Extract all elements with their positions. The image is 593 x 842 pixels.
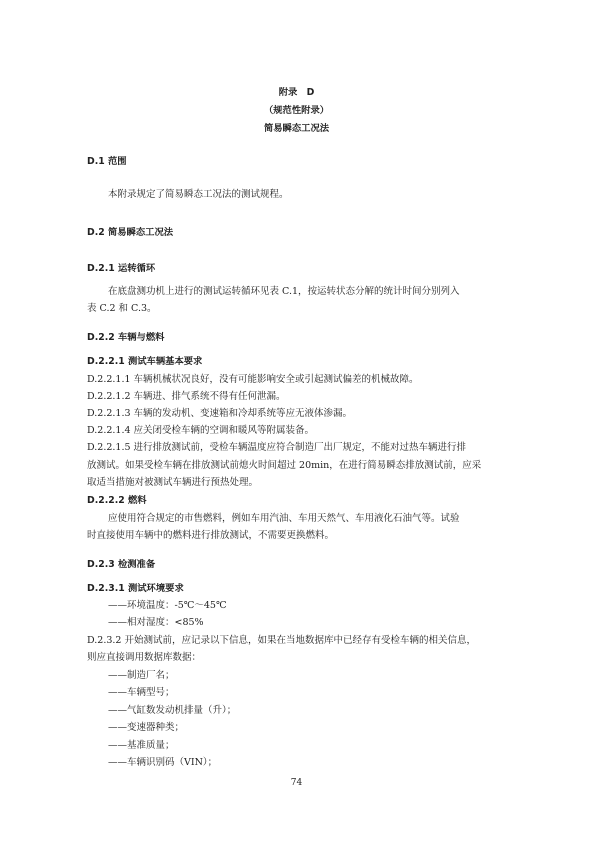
list-item: D.2.2.1.3 车辆的发动机、变速箱和冷却系统等应无液体渗漏。 (87, 408, 353, 419)
section-d21-text-line2: 表 C.2 和 C.3。 (87, 303, 157, 314)
fuel-line2: 时直接使用车辆中的燃料进行排放测试，不需要更换燃料。 (87, 530, 335, 541)
info-item: ——制造厂名； (108, 670, 175, 681)
normative-label: （规范性附录） (263, 105, 330, 116)
section-d22-heading: D.2.2 车辆与燃料 (87, 332, 165, 343)
section-d23-heading: D.2.3 检测准备 (87, 559, 156, 570)
section-d1-text: 本附录规定了简易瞬态工况法的测试规程。 (108, 189, 289, 200)
section-d222-heading: D.2.2.2 燃料 (87, 495, 147, 506)
section-d231-heading: D.2.3.1 测试环境要求 (87, 583, 184, 594)
env-item: ——相对湿度：<85% (108, 617, 204, 628)
item5-line3: 取适当措施对被测试车辆进行预热处理。 (87, 477, 259, 488)
list-item: D.2.2.1.2 车辆进、排气系统不得有任何泄漏。 (87, 391, 286, 402)
section-d1-heading: D.1 范围 (87, 156, 127, 167)
info-item: ——车辆识别码（VIN）； (108, 757, 218, 768)
section-d232-line2: 则应直接调用数据库数据： (87, 652, 202, 663)
item5-line1: D.2.2.1.5 进行排放测试前，受检车辆温度应符合制造厂出厂规定，不能对过热车辆进行排 (87, 442, 467, 453)
fuel-line1: 应使用符合规定的市售燃料，例如车用汽油、车用天然气、车用液化石油气等。试验 (108, 513, 460, 524)
info-item: ——车辆型号； (108, 687, 175, 698)
info-item: ——基准质量； (108, 740, 175, 751)
list-item: D.2.2.1.4 应关闭受检车辆的空调和暖风等附属装备。 (87, 425, 315, 436)
env-item: ——环境温度：-5℃～45℃ (108, 600, 227, 611)
item5-line2: 放测试。如果受检车辆在排放测试前熄火时间超过 20min，在进行简易瞬态排放测试前，应采 (87, 460, 482, 471)
page-number: 74 (290, 778, 303, 788)
section-d232-line1: D.2.3.2 开始测试前，应记录以下信息，如果在当地数据库中已经存有受检车辆的相关信息， (87, 635, 476, 646)
section-d21-text-line1: 在底盘测功机上进行的测试运转循环见表 C.1，按运转状态分解的统计时间分别列入 (108, 286, 460, 297)
appendix-title: 简易瞬态工况法 (263, 123, 330, 134)
appendix-label: 附录 D (278, 87, 315, 98)
section-d221-heading: D.2.2.1 测试车辆基本要求 (87, 356, 203, 367)
list-item: D.2.2.1.1 车辆机械状况良好，没有可能影响安全或引起测试偏差的机械故障。 (87, 374, 419, 385)
section-d21-heading: D.2.1 运转循环 (87, 263, 156, 274)
info-item: ——气缸数发动机排量（升）； (108, 705, 237, 716)
info-item: ——变速器种类； (108, 722, 185, 733)
section-d2-heading: D.2 简易瞬态工况法 (87, 227, 174, 238)
